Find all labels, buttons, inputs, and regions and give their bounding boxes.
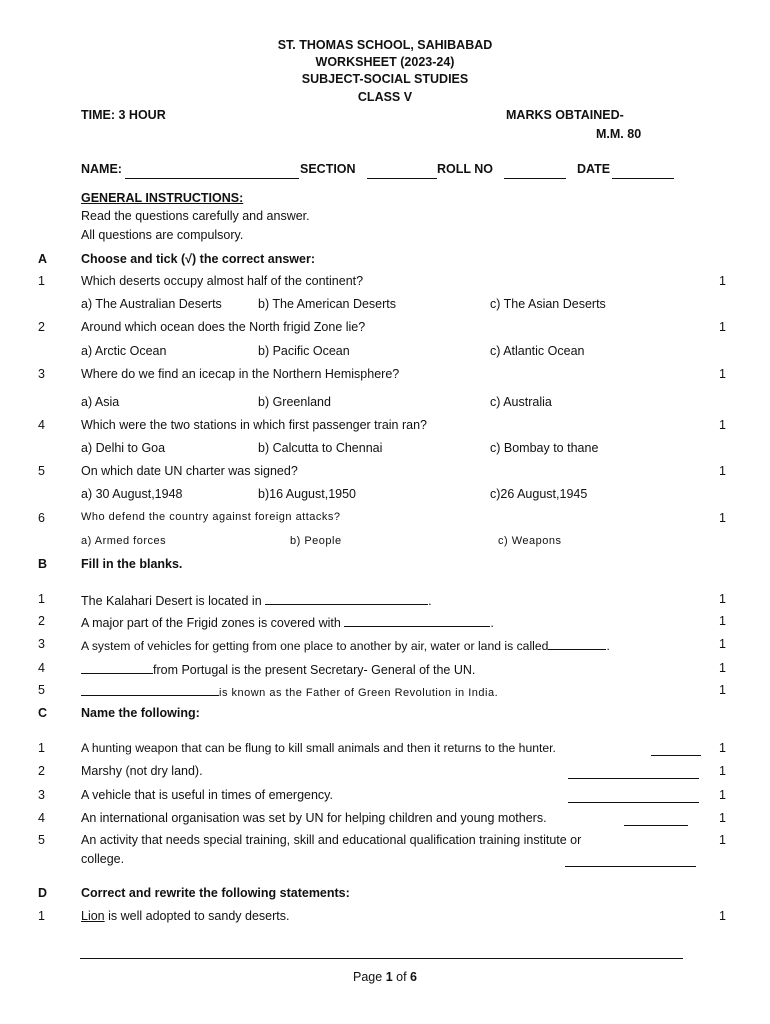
page-number: [0, 970, 770, 984]
question-number: 6: [38, 511, 45, 525]
question-text: Marshy (not dry land).: [81, 764, 203, 778]
option-a[interactable]: a) 30 August,1948: [81, 487, 183, 501]
question-text: Which were the two stations in which first passenger train ran?: [81, 418, 427, 432]
marks-obtained-label: MARKS OBTAINED-: [506, 108, 624, 122]
answer-line[interactable]: [568, 777, 699, 779]
blank-suffix: .: [606, 639, 610, 653]
question-marks: 1: [719, 661, 726, 675]
blank-prefix: A major part of the Frigid zones is covered with: [81, 616, 345, 630]
question-marks: 1: [719, 464, 726, 478]
statement-rest: is well adopted to sandy deserts.: [104, 909, 290, 923]
question-number: 1: [38, 274, 45, 288]
footer-divider: [80, 957, 683, 959]
blank-prefix: A system of vehicles for getting from one place to another by air, water or land is called: [81, 639, 549, 653]
option-c[interactable]: c)26 August,1945: [490, 487, 588, 501]
section-letter: A: [38, 252, 48, 266]
worksheet-title: WORKSHEET (2023-24): [315, 55, 455, 69]
question-number: 4: [38, 661, 45, 675]
blank-question: [81, 614, 494, 630]
page-prefix: Page: [353, 970, 386, 984]
option-c[interactable]: c) Atlantic Ocean: [490, 344, 585, 358]
option-b[interactable]: b)16 August,1950: [258, 487, 356, 501]
answer-line[interactable]: [568, 801, 699, 803]
section-title: Choose and tick (√) the correct answer:: [81, 252, 315, 266]
date-line[interactable]: [612, 177, 674, 179]
section-title: Correct and rewrite the following statements:: [81, 886, 350, 900]
option-a[interactable]: a) Arctic Ocean: [81, 344, 167, 358]
question-number: 4: [38, 811, 45, 825]
class-title: CLASS V: [357, 90, 413, 104]
question-number: 5: [38, 683, 45, 697]
question-marks: 1: [719, 741, 726, 755]
blank-question: [81, 683, 498, 699]
section-title: Fill in the blanks.: [81, 557, 183, 571]
question-marks: 1: [719, 367, 726, 381]
question-text: A hunting weapon that can be flung to kill small animals and then it returns to the hunter.: [81, 741, 556, 755]
question-number: 5: [38, 464, 45, 478]
instructions-title: GENERAL INSTRUCTIONS:: [81, 191, 244, 205]
question-marks: 1: [719, 320, 726, 334]
section-letter: D: [38, 886, 48, 900]
question-number: 1: [38, 741, 45, 755]
name-line[interactable]: [125, 177, 299, 179]
question-marks: 1: [719, 637, 726, 651]
blank-suffix: is known as the Father of Green Revolution in India.: [219, 687, 499, 699]
school-name: ST. THOMAS SCHOOL, SAHIBABAD: [277, 38, 493, 52]
option-b[interactable]: b) People: [290, 535, 342, 547]
roll-line[interactable]: [504, 177, 566, 179]
blank-suffix: .: [490, 616, 494, 630]
option-b[interactable]: b) Greenland: [258, 395, 331, 409]
section-letter: C: [38, 706, 48, 720]
question-number: 4: [38, 418, 45, 432]
option-a[interactable]: a) Delhi to Goa: [81, 441, 166, 455]
section-line[interactable]: [367, 177, 437, 179]
question-number: 3: [38, 637, 45, 651]
question-number: 1: [38, 909, 45, 923]
section-letter: B: [38, 557, 48, 571]
question-text: Around which ocean does the North frigid Zone lie?: [81, 320, 366, 334]
question-marks: 1: [719, 614, 726, 628]
question-text: An activity that needs special training, skill and educational qualification training institute or: [81, 833, 582, 847]
question-text: Who defend the country against foreign attacks?: [81, 511, 341, 523]
question-text: A vehicle that is useful in times of emergency.: [81, 788, 333, 802]
section-label: SECTION: [300, 162, 356, 176]
answer-line[interactable]: [565, 865, 696, 867]
question-number: 3: [38, 367, 45, 381]
question-number: 3: [38, 788, 45, 802]
current-page: 1: [385, 970, 393, 984]
question-marks: 1: [719, 833, 726, 847]
blank-line[interactable]: [548, 637, 606, 650]
name-label: NAME:: [81, 162, 122, 176]
max-marks-label: M.M. 80: [596, 127, 642, 141]
blank-question: [81, 637, 610, 653]
instruction-line: All questions are compulsory.: [81, 228, 244, 242]
question-marks: 1: [719, 909, 726, 923]
blank-line[interactable]: [81, 683, 219, 696]
option-b[interactable]: b) The American Deserts: [258, 297, 397, 311]
answer-line[interactable]: [651, 754, 701, 756]
answer-line[interactable]: [624, 824, 688, 826]
question-marks: 1: [719, 764, 726, 778]
blank-line[interactable]: [81, 661, 153, 674]
question-marks: 1: [719, 683, 726, 697]
option-b[interactable]: b) Calcutta to Chennai: [258, 441, 383, 455]
option-c[interactable]: c) Bombay to thane: [490, 441, 599, 455]
question-number: 2: [38, 320, 45, 334]
question-number: 5: [38, 833, 45, 847]
blank-line[interactable]: [344, 614, 490, 627]
underlined-word: Lion: [81, 909, 105, 923]
total-pages: 6: [410, 970, 417, 984]
question-text: On which date UN charter was signed?: [81, 464, 298, 478]
question-number: 2: [38, 614, 45, 628]
question-text: Which deserts occupy almost half of the continent?: [81, 274, 364, 288]
blank-prefix: The Kalahari Desert is located in: [81, 594, 266, 608]
option-c[interactable]: c) Australia: [490, 395, 552, 409]
question-text-continued: college.: [81, 852, 125, 866]
date-label: DATE: [577, 162, 611, 176]
option-a[interactable]: a) Asia: [81, 395, 120, 409]
question-text: [81, 909, 289, 923]
blank-question: [81, 661, 475, 677]
page-of: of: [392, 970, 411, 984]
question-marks: 1: [719, 592, 726, 606]
question-number: 2: [38, 764, 45, 778]
blank-suffix: .: [428, 594, 432, 608]
question-marks: 1: [719, 274, 726, 288]
question-number: 1: [38, 592, 45, 606]
roll-label: ROLL NO: [437, 162, 494, 176]
blank-suffix: from Portugal is the present Secretary- General of the UN.: [153, 663, 476, 677]
question-marks: 1: [719, 788, 726, 802]
time-label: TIME: 3 HOUR: [81, 108, 166, 122]
question-text: An international organisation was set by UN for helping children and young mothers.: [81, 811, 547, 825]
option-a[interactable]: a) Armed forces: [81, 535, 167, 547]
question-marks: 1: [719, 811, 726, 825]
question-text: Where do we find an icecap in the Northern Hemisphere?: [81, 367, 400, 381]
subject-title: SUBJECT-SOCIAL STUDIES: [301, 72, 469, 86]
blank-line[interactable]: [265, 592, 428, 605]
question-marks: 1: [719, 418, 726, 432]
option-c[interactable]: c) Weapons: [498, 535, 562, 547]
option-b[interactable]: b) Pacific Ocean: [258, 344, 350, 358]
question-marks: 1: [719, 511, 726, 525]
blank-question: [81, 592, 432, 608]
instruction-line: Read the questions carefully and answer.: [81, 209, 310, 223]
option-a[interactable]: a) The Australian Deserts: [81, 297, 222, 311]
option-c[interactable]: c) The Asian Deserts: [490, 297, 606, 311]
section-title: Name the following:: [81, 706, 200, 720]
